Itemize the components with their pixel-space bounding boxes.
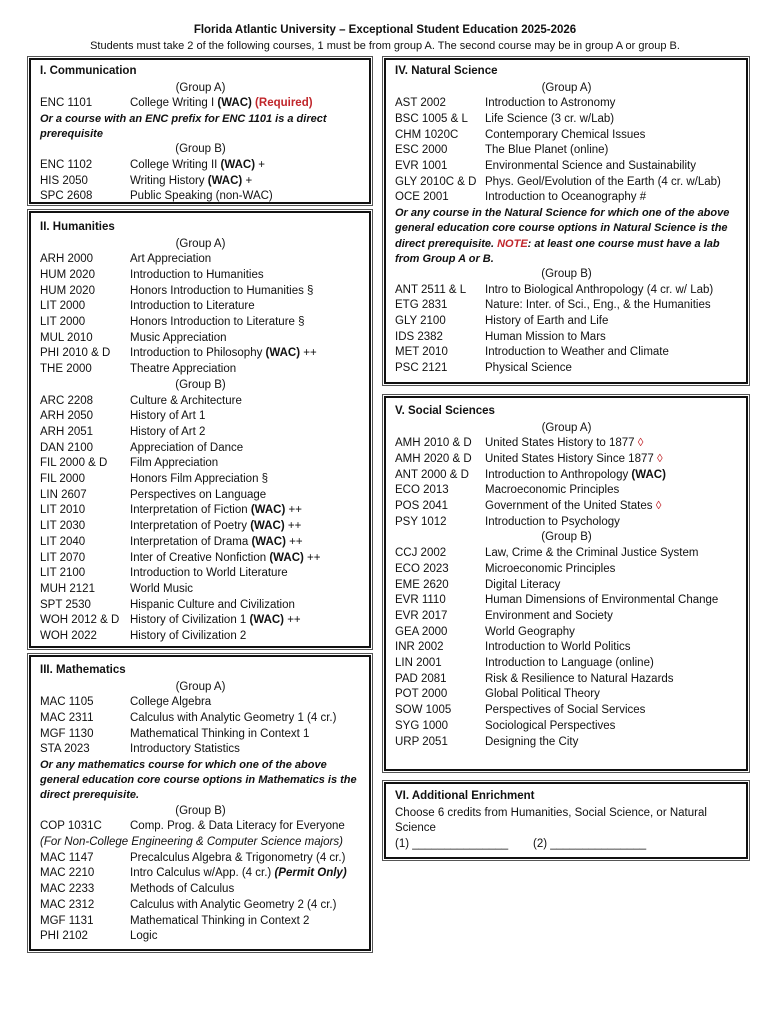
course-name: Human Mission to Mars bbox=[485, 330, 606, 343]
course-name: Mathematical Thinking in Context 2 bbox=[130, 914, 310, 927]
course-name: World Geography bbox=[485, 625, 575, 638]
course-code: LIT 2040 bbox=[40, 535, 86, 548]
course-code: MAC 1147 bbox=[40, 851, 94, 864]
course-row bbox=[395, 345, 738, 361]
course-name: Interpretation of Fiction (WAC) ++ bbox=[130, 504, 302, 517]
course-code: SOW 1005 bbox=[395, 704, 452, 717]
course-name: Designing the City bbox=[485, 735, 579, 748]
course-code: BSC 1005 & L bbox=[395, 112, 468, 125]
communication-section bbox=[29, 58, 371, 204]
wac-tag: (WAC) bbox=[265, 347, 301, 360]
course-code: LIT 2030 bbox=[40, 520, 86, 533]
course-row bbox=[40, 394, 361, 410]
course-code: IDS 2382 bbox=[395, 330, 443, 343]
mathematics-title: III. Mathematics bbox=[40, 664, 126, 676]
course-name: Calculus with Analytic Geometry 2 (4 cr.) bbox=[130, 898, 337, 911]
natural-science-section bbox=[384, 58, 748, 384]
course-code: ECO 2013 bbox=[395, 484, 449, 497]
course-code: LIT 2100 bbox=[40, 567, 86, 580]
course-code: URP 2051 bbox=[395, 735, 448, 748]
course-code: ARH 2051 bbox=[40, 425, 94, 438]
course-name: Introduction to Astronomy bbox=[485, 97, 616, 110]
course-name: Introduction to Weather and Climate bbox=[485, 346, 669, 359]
course-row bbox=[40, 598, 361, 614]
course-row bbox=[40, 519, 361, 535]
course-code: POT 2000 bbox=[395, 688, 448, 701]
mathematics-section bbox=[29, 655, 371, 951]
course-code: EME 2620 bbox=[395, 578, 449, 591]
enrichment-instructions: Choose 6 credits from Humanities, Social Science, or Natural Science bbox=[395, 806, 707, 835]
course-code: PAD 2081 bbox=[395, 672, 447, 685]
course-name: History of Art 2 bbox=[130, 425, 206, 438]
course-name: Life Science (3 cr. w/Lab) bbox=[485, 112, 615, 125]
course-code: COP 1031C bbox=[40, 820, 102, 833]
natural-science-title: IV. Natural Science bbox=[395, 65, 498, 77]
course-name: Introduction to Philosophy (WAC) ++ bbox=[130, 347, 317, 360]
course-name: United States History to 1877 ◊ bbox=[485, 437, 644, 450]
course-code: ARC 2208 bbox=[40, 394, 94, 407]
course-name: Perspectives on Language bbox=[130, 488, 267, 501]
course-name: Film Appreciation bbox=[130, 457, 219, 470]
course-row bbox=[40, 252, 361, 268]
course-code: HIS 2050 bbox=[40, 174, 88, 187]
humanities-section bbox=[29, 211, 371, 648]
course-row bbox=[395, 672, 738, 688]
course-name: Honors Introduction to Humanities § bbox=[130, 284, 314, 297]
course-code: MAC 2312 bbox=[40, 898, 95, 911]
course-name: Macroeconomic Principles bbox=[485, 484, 620, 497]
course-name: Nature: Inter. of Sci., Eng., & the Humanities bbox=[485, 299, 711, 312]
course-row bbox=[40, 629, 361, 645]
course-row bbox=[395, 640, 738, 656]
wac-tag: (WAC) bbox=[250, 520, 285, 533]
course-row bbox=[395, 96, 738, 112]
course-code: LIN 2607 bbox=[40, 488, 87, 501]
group-b-label: (Group B) bbox=[175, 804, 226, 817]
course-name: Intro Calculus w/App. (4 cr.) (Permit Only) bbox=[130, 867, 347, 880]
course-name: Government of the United States ◊ bbox=[485, 500, 662, 513]
course-name: Sociological Perspectives bbox=[485, 719, 616, 732]
course-row bbox=[395, 625, 738, 641]
course-row bbox=[40, 711, 361, 727]
course-code: LIT 2000 bbox=[40, 316, 86, 329]
course-name: Law, Crime & the Criminal Justice System bbox=[485, 547, 699, 560]
course-code: AMH 2010 & D bbox=[395, 437, 472, 450]
course-row bbox=[395, 656, 738, 672]
group-b-label: (Group B) bbox=[175, 143, 226, 156]
course-code: FIL 2000 & D bbox=[40, 457, 108, 470]
majors-note: (For Non-College Engineering & Computer Science majors) bbox=[40, 836, 343, 849]
course-code: SPC 2608 bbox=[40, 190, 93, 203]
course-row bbox=[395, 515, 738, 531]
enrichment-blank-2[interactable]: (2) _______________ bbox=[533, 837, 647, 850]
communication-title: I. Communication bbox=[40, 65, 137, 77]
group-a-label: (Group A) bbox=[175, 81, 226, 94]
course-code: ARH 2000 bbox=[40, 253, 94, 266]
course-code: ENC 1102 bbox=[40, 159, 93, 172]
course-code: INR 2002 bbox=[395, 641, 444, 654]
course-row bbox=[40, 727, 361, 743]
course-row bbox=[395, 468, 738, 484]
course-row bbox=[40, 425, 361, 441]
course-row bbox=[395, 175, 738, 191]
diamond-icon: ◊ bbox=[656, 452, 663, 465]
course-name: Hispanic Culture and Civilization bbox=[130, 598, 295, 611]
prerequisite-note: Or a course with an ENC prefix for ENC 1101 is a direct prerequisite bbox=[40, 112, 327, 141]
course-code: MAC 1105 bbox=[40, 696, 94, 709]
course-name: Microeconomic Principles bbox=[485, 562, 616, 575]
course-row bbox=[395, 330, 738, 346]
course-code: PHI 2010 & D bbox=[40, 347, 111, 360]
course-name: Introduction to Language (online) bbox=[485, 657, 654, 670]
enrichment-blank-1[interactable]: (1) _______________ bbox=[395, 837, 509, 850]
course-name: Interpretation of Drama (WAC) ++ bbox=[130, 535, 303, 548]
course-row bbox=[395, 578, 738, 594]
course-row bbox=[40, 362, 361, 378]
course-row bbox=[395, 298, 738, 314]
course-row bbox=[40, 268, 361, 284]
course-name: Writing History (WAC) + bbox=[130, 174, 253, 187]
course-name: History of Earth and Life bbox=[485, 315, 609, 328]
course-name: Physical Science bbox=[485, 362, 572, 375]
course-name: Global Political Theory bbox=[485, 688, 600, 701]
course-row bbox=[40, 503, 361, 519]
course-code: MET 2010 bbox=[395, 346, 448, 359]
course-code: MUH 2121 bbox=[40, 582, 95, 595]
course-code: MAC 2233 bbox=[40, 883, 95, 896]
course-name: The Blue Planet (online) bbox=[485, 144, 609, 157]
course-name: Phys. Geol/Evolution of the Earth (4 cr. w/Lab) bbox=[485, 175, 721, 188]
course-row bbox=[40, 331, 361, 347]
course-row bbox=[40, 315, 361, 331]
diamond-icon: ◊ bbox=[655, 500, 662, 513]
course-row bbox=[40, 158, 361, 174]
course-code: AMH 2020 & D bbox=[395, 452, 472, 465]
course-row bbox=[395, 112, 738, 128]
course-name: History of Art 1 bbox=[130, 410, 206, 423]
course-row bbox=[40, 898, 361, 914]
course-name: Theatre Appreciation bbox=[130, 363, 237, 376]
course-name: Introduction to Oceanography # bbox=[485, 191, 647, 204]
course-code: LIT 2070 bbox=[40, 551, 86, 564]
course-row bbox=[40, 284, 361, 300]
course-name: Honors Film Appreciation § bbox=[130, 473, 269, 486]
wac-tag: (WAC) bbox=[249, 614, 285, 627]
social-sciences-section bbox=[384, 396, 748, 771]
course-row bbox=[40, 488, 361, 504]
course-row bbox=[40, 695, 361, 711]
course-code: ESC 2000 bbox=[395, 144, 448, 157]
course-name: Inter of Creative Nonfiction (WAC) ++ bbox=[130, 551, 321, 564]
course-row bbox=[395, 452, 738, 468]
course-row bbox=[40, 742, 361, 758]
course-code: THE 2000 bbox=[40, 363, 92, 376]
course-name: Public Speaking (non-WAC) bbox=[130, 190, 273, 203]
course-row bbox=[395, 609, 738, 625]
course-name: Introduction to Humanities bbox=[130, 268, 264, 281]
note-label: NOTE bbox=[497, 237, 528, 250]
course-code: ANT 2000 & D bbox=[395, 468, 469, 481]
course-name: College Algebra bbox=[130, 696, 212, 709]
course-row bbox=[40, 189, 361, 205]
group-a-label: (Group A) bbox=[541, 81, 592, 94]
course-row bbox=[40, 174, 361, 190]
course-name: Digital Literacy bbox=[485, 578, 561, 591]
course-code: STA 2023 bbox=[40, 743, 90, 756]
course-name: Precalculus Algebra & Trigonometry (4 cr.) bbox=[130, 851, 346, 864]
course-code: CCJ 2002 bbox=[395, 547, 447, 560]
course-name: Art Appreciation bbox=[130, 253, 212, 266]
course-row bbox=[395, 159, 738, 175]
course-row bbox=[40, 441, 361, 457]
course-name: Environmental Science and Sustainability bbox=[485, 160, 696, 173]
course-code: EVR 1001 bbox=[395, 160, 448, 173]
course-code: EVR 2017 bbox=[395, 609, 448, 622]
course-code: HUM 2020 bbox=[40, 284, 95, 297]
course-code: SPT 2530 bbox=[40, 598, 91, 611]
course-code: POS 2041 bbox=[395, 500, 449, 513]
course-code: GEA 2000 bbox=[395, 625, 448, 638]
humanities-title: II. Humanities bbox=[40, 221, 115, 233]
course-row bbox=[40, 409, 361, 425]
course-row bbox=[395, 283, 738, 299]
course-row bbox=[40, 535, 361, 551]
course-row bbox=[395, 314, 738, 330]
course-row bbox=[395, 719, 738, 735]
course-code: MUL 2010 bbox=[40, 331, 93, 344]
course-row bbox=[395, 190, 738, 206]
prerequisite-note: Or any mathematics course for which one of the above general education core course options in Mathematics is the direct prerequisite. bbox=[40, 759, 357, 802]
wac-tag: (WAC) bbox=[250, 504, 286, 517]
course-code: ETG 2831 bbox=[395, 299, 448, 312]
course-name: Comp. Prog. & Data Literacy for Everyone bbox=[130, 820, 345, 833]
course-row bbox=[395, 128, 738, 144]
course-code: SYG 1000 bbox=[395, 719, 449, 732]
course-code: LIN 2001 bbox=[395, 657, 442, 670]
course-name: Logic bbox=[130, 930, 158, 943]
course-code: PSY 1012 bbox=[395, 515, 447, 528]
course-row bbox=[40, 551, 361, 567]
course-name: Introduction to World Literature bbox=[130, 567, 288, 580]
course-name: Introduction to World Politics bbox=[485, 641, 631, 654]
group-a-label: (Group A) bbox=[175, 237, 226, 250]
page-subtitle: Students must take 2 of the following courses, 1 must be from group A. The second course may be in group A or group B. bbox=[90, 40, 680, 52]
course-name: United States History Since 1877 ◊ bbox=[485, 452, 663, 465]
course-row bbox=[395, 687, 738, 703]
course-row bbox=[40, 914, 361, 930]
course-row bbox=[395, 735, 738, 751]
course-row bbox=[40, 819, 361, 835]
course-row bbox=[40, 96, 361, 112]
course-row bbox=[40, 346, 361, 362]
course-row bbox=[40, 472, 361, 488]
course-code: GLY 2100 bbox=[395, 315, 446, 328]
course-name: Risk & Resilience to Natural Hazards bbox=[485, 672, 674, 685]
course-name: World Music bbox=[130, 582, 194, 595]
course-row bbox=[395, 436, 738, 452]
course-name: Introduction to Anthropology (WAC) bbox=[485, 468, 666, 481]
course-row bbox=[40, 582, 361, 598]
course-code: ARH 2050 bbox=[40, 410, 94, 423]
group-b-label: (Group B) bbox=[541, 531, 592, 544]
course-row bbox=[40, 299, 361, 315]
course-row bbox=[395, 546, 738, 562]
course-name: Environment and Society bbox=[485, 609, 613, 622]
course-name: Mathematical Thinking in Context 1 bbox=[130, 727, 310, 740]
course-row bbox=[40, 456, 361, 472]
course-code: AST 2002 bbox=[395, 97, 446, 110]
course-code: HUM 2020 bbox=[40, 268, 95, 281]
course-row bbox=[395, 361, 738, 377]
course-row bbox=[395, 483, 738, 499]
enrichment-title: VI. Additional Enrichment bbox=[395, 790, 535, 802]
course-code: OCE 2001 bbox=[395, 191, 449, 204]
course-row bbox=[40, 566, 361, 582]
prerequisite-note: Or any course in the Natural Science for which one of the above general education core course options in Natural Science is the direct prerequisite. NOTE: at least one course must have a lab from Group A or B. bbox=[395, 207, 730, 265]
course-name: Perspectives of Social Services bbox=[485, 704, 646, 717]
course-row bbox=[395, 562, 738, 578]
course-code: DAN 2100 bbox=[40, 441, 94, 454]
course-name: Introduction to Literature bbox=[130, 300, 255, 313]
diamond-icon: ◊ bbox=[637, 437, 644, 450]
wac-tag: (WAC) bbox=[251, 535, 286, 548]
course-name: Culture & Architecture bbox=[130, 394, 242, 407]
course-code: LIT 2000 bbox=[40, 300, 86, 313]
course-name: Music Appreciation bbox=[130, 331, 227, 344]
enrichment-blanks bbox=[395, 837, 738, 853]
course-name: History of Civilization 1 (WAC) ++ bbox=[130, 614, 301, 627]
course-name: Intro to Biological Anthropology (4 cr. w/ Lab) bbox=[485, 283, 714, 296]
course-name: Calculus with Analytic Geometry 1 (4 cr.) bbox=[130, 711, 337, 724]
course-row bbox=[395, 703, 738, 719]
course-code: WOH 2022 bbox=[40, 630, 97, 643]
social-sciences-title: V. Social Sciences bbox=[395, 405, 495, 417]
course-code: MGF 1131 bbox=[40, 914, 94, 927]
course-code: PSC 2121 bbox=[395, 362, 448, 375]
course-name: College Writing I (WAC) (Required) bbox=[130, 97, 313, 110]
course-code: LIT 2010 bbox=[40, 504, 86, 517]
course-row bbox=[395, 593, 738, 609]
course-name: Methods of Calculus bbox=[130, 883, 235, 896]
course-code: MAC 2311 bbox=[40, 711, 94, 724]
course-code: CHM 1020C bbox=[395, 128, 459, 141]
course-code: PHI 2102 bbox=[40, 930, 88, 943]
course-row bbox=[40, 613, 361, 629]
course-code: MGF 1130 bbox=[40, 727, 94, 740]
course-name: Human Dimensions of Environmental Change bbox=[485, 594, 719, 607]
course-row bbox=[40, 866, 361, 882]
course-code: EVR 1110 bbox=[395, 594, 446, 607]
course-code: GLY 2010C & D bbox=[395, 175, 477, 188]
course-row bbox=[395, 499, 738, 515]
course-row bbox=[40, 929, 361, 945]
course-name: History of Civilization 2 bbox=[130, 630, 247, 643]
wac-tag: (WAC) bbox=[269, 551, 304, 564]
wac-tag: (WAC) bbox=[220, 159, 256, 172]
group-a-label: (Group A) bbox=[541, 421, 592, 434]
course-name: Contemporary Chemical Issues bbox=[485, 128, 646, 141]
course-code: ENC 1101 bbox=[40, 97, 93, 110]
enrichment-section bbox=[384, 782, 748, 859]
course-name: Introductory Statistics bbox=[130, 743, 240, 756]
course-code: ECO 2023 bbox=[395, 562, 449, 575]
course-code: WOH 2012 & D bbox=[40, 614, 120, 627]
course-row bbox=[40, 882, 361, 898]
course-name: College Writing II (WAC) + bbox=[130, 159, 265, 172]
course-name: Appreciation of Dance bbox=[130, 441, 244, 454]
course-code: MAC 2210 bbox=[40, 867, 95, 880]
course-name: Interpretation of Poetry (WAC) ++ bbox=[130, 520, 302, 533]
course-row bbox=[40, 851, 361, 867]
group-a-label: (Group A) bbox=[175, 680, 226, 693]
group-b-label: (Group B) bbox=[175, 378, 226, 391]
course-name: Introduction to Psychology bbox=[485, 515, 620, 528]
course-row bbox=[395, 143, 738, 159]
wac-tag: (WAC) bbox=[631, 468, 666, 481]
course-code: FIL 2000 bbox=[40, 473, 85, 486]
page-title: Florida Atlantic University – Exceptional Student Education 2025-2026 bbox=[193, 24, 577, 36]
group-b-label: (Group B) bbox=[541, 267, 592, 280]
wac-tag: (WAC) bbox=[207, 174, 243, 187]
course-code: ANT 2511 & L bbox=[395, 283, 467, 296]
course-name: Honors Introduction to Literature § bbox=[130, 316, 305, 329]
